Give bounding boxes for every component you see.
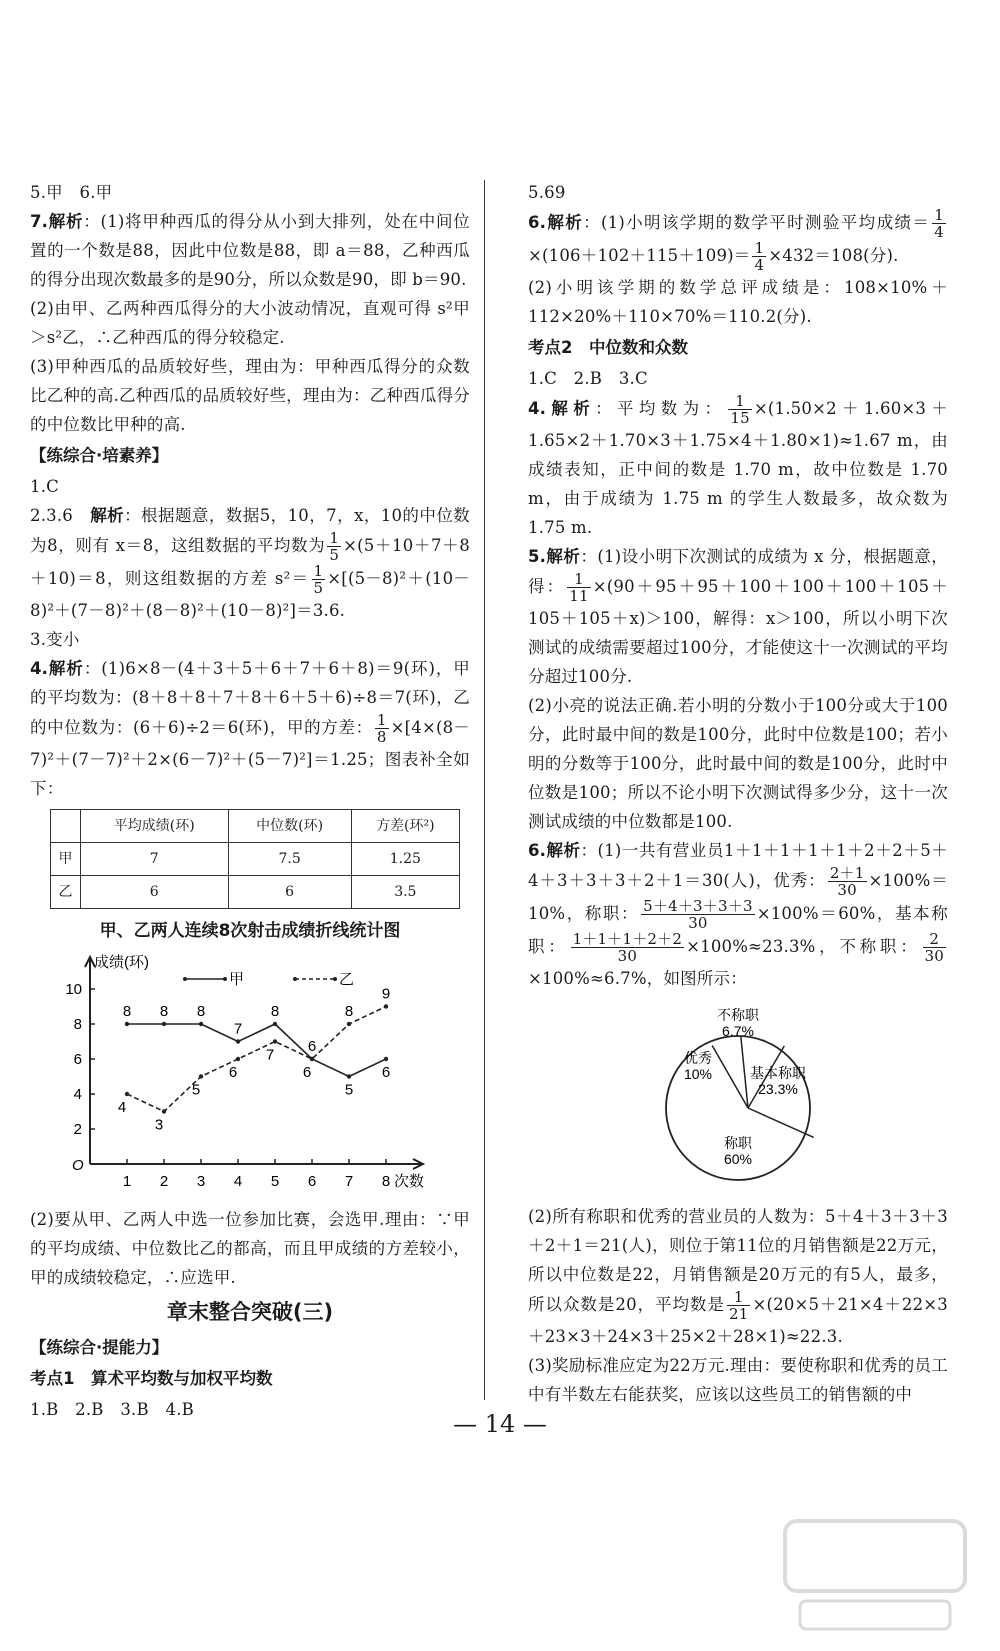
data-label: 8 [270, 1003, 280, 1020]
answer-label: 7.解析 [30, 212, 84, 231]
answer-label: 5.解析 [528, 547, 581, 566]
table-row [51, 843, 460, 876]
data-label: 6 [302, 1064, 312, 1081]
answer-1-4: 1.B 2.B 3.B 4.B [30, 1400, 194, 1419]
y-tick-label: 8 [73, 1016, 82, 1033]
data-point [125, 1022, 129, 1026]
answer-text: ×(5＋10＋7＋8＋10)＝8，则这组数据的方差 s²＝ [30, 536, 470, 588]
stats-table [50, 809, 460, 909]
y-tick-label: 4 [73, 1086, 82, 1103]
data-label: 7 [233, 1020, 243, 1038]
fraction: $\frac{2}{30}$ [924, 930, 944, 965]
fraction: $\frac{1}{8}$ [376, 711, 387, 746]
fraction: $\frac{1}{4}$ [934, 206, 944, 241]
answer-5-6: 5.甲 6.甲 [30, 183, 113, 202]
chart-title: 甲、乙两人连续8次射击成绩折线统计图 [99, 921, 401, 941]
pie-slice-value: 23.3% [758, 1081, 798, 1097]
data-label: 5 [344, 1081, 354, 1099]
x-tick-label: 5 [270, 1173, 280, 1190]
answer-5: 5.69 [528, 183, 566, 202]
left-column [30, 178, 470, 1424]
answer-7-part2: (2)由甲、乙两种西瓜得分的大小波动情况，直观可得 s²甲＞s²乙，∴乙种西瓜的得分较稳定. [30, 299, 470, 347]
answer-6-part2: (2)小明该学期的数学总评成绩是：108×10%＋112×20%＋110×70%＝110.2(分). [528, 278, 948, 326]
pie-slice-label: 不称职 [717, 1007, 759, 1023]
answer-label: 4.解析 [30, 659, 84, 678]
answer-text: ×(20×5＋21×4＋22×3＋23×3＋24×3＋25×2＋28×1)≈22.3. [528, 1295, 948, 1346]
data-label: 8 [196, 1003, 206, 1020]
data-point [199, 1022, 203, 1026]
answer-4 [528, 393, 948, 542]
watermark-logo-icon [780, 1516, 970, 1641]
table-cell: 3.5 [351, 876, 459, 909]
fraction: $\frac{5+4+3+3+3}{30}$ [643, 897, 753, 932]
table-cell: 7.5 [228, 843, 351, 876]
legend-marker [293, 977, 297, 981]
y-tick-label: 2 [73, 1121, 82, 1138]
data-label: 5 [191, 1081, 201, 1099]
data-point [125, 1092, 129, 1096]
answer-text: ：(1)小明该学期的数学平时测验平均成绩＝ [583, 213, 931, 232]
answer-6-part2 [528, 1202, 948, 1351]
answer-text: ×432＝108(分). [768, 246, 899, 265]
right-column [528, 178, 948, 1409]
pie-slice-value: 6.7% [722, 1023, 754, 1039]
data-point [162, 1109, 166, 1113]
data-point [384, 1004, 388, 1008]
answer-text: ×(90＋95＋95＋100＋100＋100＋105＋105＋105＋x)＞100，解得：x＞100，所以小明下次测试的成绩需要超过100分，才能使这十一次测试的平均分超过100分. [528, 577, 948, 686]
answer-6-part3: (3)奖励标准应定为22万元.理由：要使称职和优秀的员工中有半数左右能获奖，应该以这些员工的销售额的中 [528, 1356, 948, 1404]
y-tick-label: 6 [73, 1051, 82, 1068]
data-point [236, 1039, 240, 1043]
fraction: $\frac{1}{11}$ [569, 570, 589, 605]
line-chart [30, 946, 450, 1196]
answer-text: ×(106＋102＋115＋109)＝ [528, 246, 751, 265]
answer-text: ×[(5－8)²＋(10－8)²＋(7－8)²＋(8－8)²＋(10－8)²]＝3.6. [30, 569, 470, 620]
data-label: 4 [117, 1099, 127, 1116]
table-cell: 6 [80, 876, 228, 909]
data-label: 8 [122, 1003, 132, 1020]
fraction: $\frac{1}{5}$ [313, 562, 324, 597]
answer-4 [30, 654, 470, 803]
table-header-cell: 平均成绩(环) [80, 810, 228, 843]
fraction: $\frac{2+1}{30}$ [829, 864, 865, 899]
fraction: $\frac{1}{4}$ [754, 239, 765, 274]
x-tick-label: 1 [122, 1173, 132, 1190]
table-header-cell: 中位数(环) [228, 810, 351, 843]
data-point [347, 1074, 351, 1078]
table-cell: 6 [228, 876, 351, 909]
data-point [273, 1039, 277, 1043]
data-point [236, 1057, 240, 1061]
answer-label: 4.解析 [528, 399, 596, 418]
table-row [51, 876, 460, 909]
legend-marker [183, 977, 187, 981]
data-point [310, 1057, 314, 1061]
pie-slice-label: 称职 [724, 1135, 752, 1151]
answer-label: 解析 [90, 506, 125, 525]
x-tick-label: 6 [307, 1173, 317, 1190]
answer-text: ×100%＝10%，称职： [528, 871, 948, 923]
legend-label: 乙 [339, 971, 355, 988]
table-cell: 1.25 [351, 843, 459, 876]
fraction: $\frac{1+1+1+2+2}{30}$ [572, 930, 683, 965]
pie-chart [618, 993, 858, 1193]
answer-text: ×100%＝60%，基本称职： [528, 904, 948, 956]
answer-7-part3: (3)甲种西瓜的品质较好些，理由为：甲种西瓜得分的众数比乙种的高.乙种西瓜的品质较好些，理由为：乙种西瓜得分的中位数比甲种的高. [30, 357, 470, 434]
data-point [162, 1022, 166, 1026]
y-tick-label: 10 [65, 981, 82, 998]
answer-1-3: 1.C 2.B 3.C [528, 369, 648, 388]
table-cell: 7 [80, 843, 228, 876]
answer-text: ：根据题意，数据5，10，7，x，10的中位数为8，则有 x＝8，这组数据的平均数为 [30, 506, 470, 555]
pie-chart-wrap [528, 993, 948, 1202]
page-number: — 14 — [453, 1410, 547, 1438]
data-point [384, 1057, 388, 1061]
answer-number: 2.3.6 [30, 506, 91, 525]
pie-slice-value: 10% [683, 1066, 713, 1082]
topic-heading: 考点2 中位数和众数 [528, 338, 688, 357]
x-tick-label: 7 [344, 1173, 354, 1190]
data-point [199, 1074, 203, 1078]
answer-text: ：(1)设小明下次测试的成绩为 x 分，根据题意，得： [528, 547, 948, 596]
x-tick-label: 4 [233, 1173, 243, 1190]
answer-text: ×100%≈23.3%，不称职： [686, 937, 921, 956]
data-label: 8 [344, 1003, 354, 1020]
answer-text: ×100%≈6.7%，如图所示： [528, 969, 747, 988]
answer-2 [30, 501, 470, 625]
table-header-cell [51, 810, 81, 843]
answer-label: 6.解析 [528, 213, 584, 232]
answer-text: ：(1)将甲种西瓜的得分从小到大排列，处在中间位置的一个数是88，因此中位数是88，即 a＝88，乙种西瓜的得分出现次数最多的是90分，所以众数是90，即 b＝90. [30, 212, 470, 289]
answer-5 [528, 542, 948, 691]
answer-3: 3.变小 [30, 630, 80, 649]
answer-text: ：(1)6×8－(4＋3＋5＋6＋7＋6＋8)＝9(环)，甲的平均数为：(8＋8＋8＋7＋8＋6＋5＋6)÷8＝7(环)，乙的中位数为：(6＋6)÷2＝6(环)，甲的方差： [30, 659, 470, 737]
fraction: $\frac{1}{21}$ [728, 1288, 749, 1323]
answer-5-part2: (2)小亮的说法正确.若小明的分数小于100分或大于100分，此时最中间的数是100分，此时中位数是100；若小明的分数等于100分，此时最中间的数是100分，此时中位数是100；所以不论小明下次测试得多少分，这十一次测试成绩的中位数都是100. [528, 696, 948, 831]
topic-heading: 考点1 算术平均数与加权平均数 [30, 1369, 273, 1388]
data-label: 8 [159, 1003, 169, 1020]
answer-text: ×[4×(8－7)²＋(7－7)²＋2×(6－7)²＋(5－7)²]＝1.25；图表补全如下： [30, 718, 470, 798]
answer-text: ×(1.50×2＋1.60×3＋1.65×2＋1.70×3＋1.75×4＋1.80×1)≈1.67 m，由成绩表知，正中间的数是 1.70 m，故中位数是 1.70 m，由于成绩为 1.75 m 的学生人数最多，故众数为 1.75 m. [528, 399, 948, 537]
fraction: $\frac{1}{15}$ [730, 392, 750, 427]
answer-text: ：(1)一共有营业员1＋1＋1＋1＋1＋2＋2＋5＋4＋3＋3＋3＋2＋1＝30(人)，优秀： [528, 841, 948, 890]
table-cell: 乙 [51, 876, 81, 909]
table-cell: 甲 [51, 843, 81, 876]
x-tick-label: 2 [159, 1173, 169, 1190]
answer-label: 6.解析 [528, 841, 581, 860]
origin-label: O [72, 1157, 84, 1174]
pie-slice-label: 优秀 [684, 1050, 712, 1066]
x-axis-label: 次数 [394, 1173, 425, 1190]
chapter-title: 章末整合突破(三) [166, 1300, 334, 1324]
legend-marker [223, 977, 227, 981]
answer-text: (2)所有称职和优秀的营业员的人数为：5＋4＋3＋3＋3＋2＋1＝21(人)，则位于第11位的月销售额是22万元，所以中位数是22，月销售额是20万元的有5人，最多，所以众数是20，平均数是 [528, 1207, 948, 1314]
column-divider [484, 180, 485, 1400]
fraction: $\frac{1}{5}$ [329, 529, 340, 564]
data-label: 9 [381, 985, 391, 1003]
answer-text: ：平均数为： [595, 399, 727, 418]
section-heading: 【练综合·培素养】 [30, 446, 169, 465]
answer-7 [30, 207, 470, 294]
data-label: 3 [154, 1116, 164, 1134]
data-label: 6 [307, 1038, 317, 1055]
pie-slice-label: 基本称职 [750, 1065, 806, 1081]
data-label: 7 [265, 1046, 275, 1064]
data-label: 6 [381, 1064, 391, 1081]
pie-slice-value: 60% [723, 1151, 753, 1167]
answer-1: 1.C [30, 477, 59, 496]
data-point [347, 1022, 351, 1026]
x-tick-label: 8 [381, 1173, 391, 1190]
answer-6b [528, 836, 948, 993]
legend-label: 甲 [229, 971, 245, 988]
table-header-row [51, 810, 460, 843]
legend-marker [333, 977, 337, 981]
table-header-cell: 方差(环²) [351, 810, 459, 843]
section-heading: 【练综合·提能力】 [30, 1338, 169, 1357]
y-axis-label: 成绩(环) [94, 954, 149, 971]
x-tick-label: 3 [196, 1173, 206, 1190]
answer-6 [528, 207, 948, 273]
data-label: 6 [228, 1064, 238, 1081]
data-point [273, 1022, 277, 1026]
answer-4-part2: (2)要从甲、乙两人中选一位参加比赛，会选甲.理由：∵甲的平均成绩、中位数比乙的都高，而且甲成绩的方差较小，甲的成绩较稳定，∴应选甲. [30, 1210, 470, 1287]
